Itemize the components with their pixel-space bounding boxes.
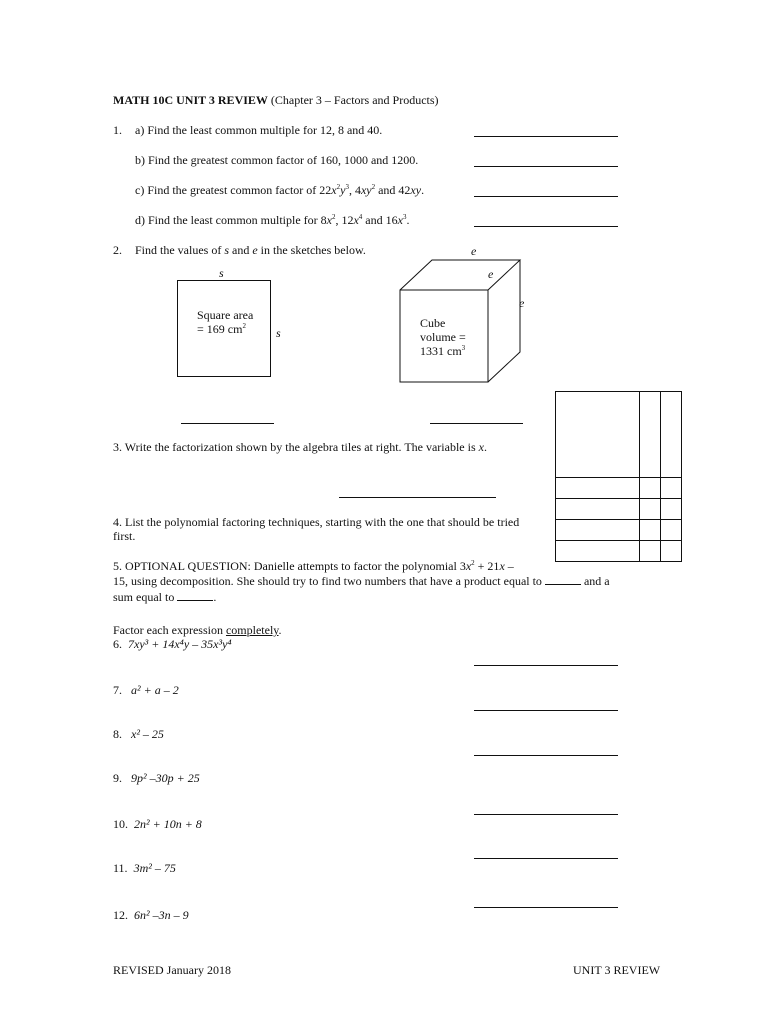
q4-line2: first. [113,529,136,543]
q3-text: 3. Write the factorization shown by the algebra tiles at right. The variable is x. [113,440,487,454]
cube-side-face [488,260,520,382]
problem-10-answer-line[interactable] [474,858,618,859]
q1-number: 1. [113,123,122,137]
square-top-label: s [219,266,224,280]
problem-6: 6. 7xy³ + 14x⁴y – 35x³y⁴ [113,637,232,651]
q5-line3: sum equal to . [113,590,217,604]
tile-unit-4 [661,499,682,520]
page-title [113,93,439,107]
problem-10: 10. 2n² + 10n + 8 [113,817,202,831]
q2-text: Find the values of s and e in the sketches below. [135,243,366,257]
tile-unit-1 [640,478,661,499]
tile-x-5 [556,520,640,541]
cube-edge-label-top: e [471,244,477,258]
algebra-tiles [554,390,686,565]
q5-line2: 15, using decomposition. She should try to find two numbers that have a product equal to and a [113,574,610,588]
q5-product-blank[interactable] [545,574,581,585]
square-area-line1: Square area [197,308,254,322]
cube-text-line3: 1331 $cm^3$ [420,344,466,358]
square-area-line2: = 169 $cm^2$ [197,322,246,336]
title-bold: MATH 10C UNIT 3 REVIEW [113,93,268,107]
q1c-answer-line[interactable] [474,196,618,197]
tile-x-6 [556,541,640,562]
q3-answer-line[interactable] [339,497,496,498]
tile-x-2 [661,392,682,478]
e-answer-line[interactable] [430,423,523,424]
square-right-label: s [276,326,281,340]
problem-8: 8. x² – 25 [113,727,164,741]
cube-top-face [400,260,520,290]
q1a-text: a) Find the least common multiple for 12, 8 and 40. [135,123,383,137]
q1c-text: c) Find the greatest common factor of $22x^2y^3$, $4xy^2$ and 42xy. [135,183,425,197]
q1b-text: b) Find the greatest common factor of 160, 1000 and 1200. [135,153,419,167]
q5-sum-blank[interactable] [177,590,213,601]
tile-unit-8 [661,541,682,562]
cube-edge-label-right: e [519,296,525,310]
problem-7-answer-line[interactable] [474,710,618,711]
q2-number: 2. [113,243,122,257]
title-subtitle: (Chapter 3 – Factors and Products) [270,93,439,107]
footer-right: UNIT 3 REVIEW [573,963,661,977]
tile-x-3 [556,478,640,499]
problem-8-answer-line[interactable] [474,755,618,756]
footer-left: REVISED January 2018 [113,963,231,977]
q5-line1: 5. OPTIONAL QUESTION: Danielle attempts to factor the polynomial $3x^2 + 21x$ – [113,559,514,573]
tile-unit-6 [661,520,682,541]
q1d-answer-line[interactable] [474,226,618,227]
problem-9-answer-line[interactable] [474,814,618,815]
problem-11: 11. 3m² – 75 [113,861,176,875]
factor-instruction: Factor each expression completely. [113,623,282,637]
tile-unit-2 [661,478,682,499]
s-answer-line[interactable] [181,423,274,424]
problem-12: 12. 6n² –3n – 9 [113,908,189,922]
cube-text-line2: volume = [420,330,466,344]
problem-6-answer-line[interactable] [474,665,618,666]
cube-sketch [395,255,525,385]
tile-x-4 [556,499,640,520]
problem-9: 9. 9p² –30p + 25 [113,771,200,785]
q4-line1: 4. List the polynomial factoring techniques, starting with the one that should be tried [113,515,520,529]
problem-7: 7. a² + a – 2 [113,683,179,697]
problem-11-answer-line[interactable] [474,907,618,908]
cube-edge-label-mid: e [488,267,494,281]
cube-text-line1: Cube [420,316,446,330]
tile-unit-5 [640,520,661,541]
q1a-answer-line[interactable] [474,136,618,137]
q1d-text: d) Find the least common multiple for $8x^2$, $12x^4$ and $16x^3$. [135,213,410,227]
tile-unit-3 [640,499,661,520]
q1b-answer-line[interactable] [474,166,618,167]
tile-unit-7 [640,541,661,562]
tile-x-1 [640,392,661,478]
tile-x-squared [556,392,640,478]
